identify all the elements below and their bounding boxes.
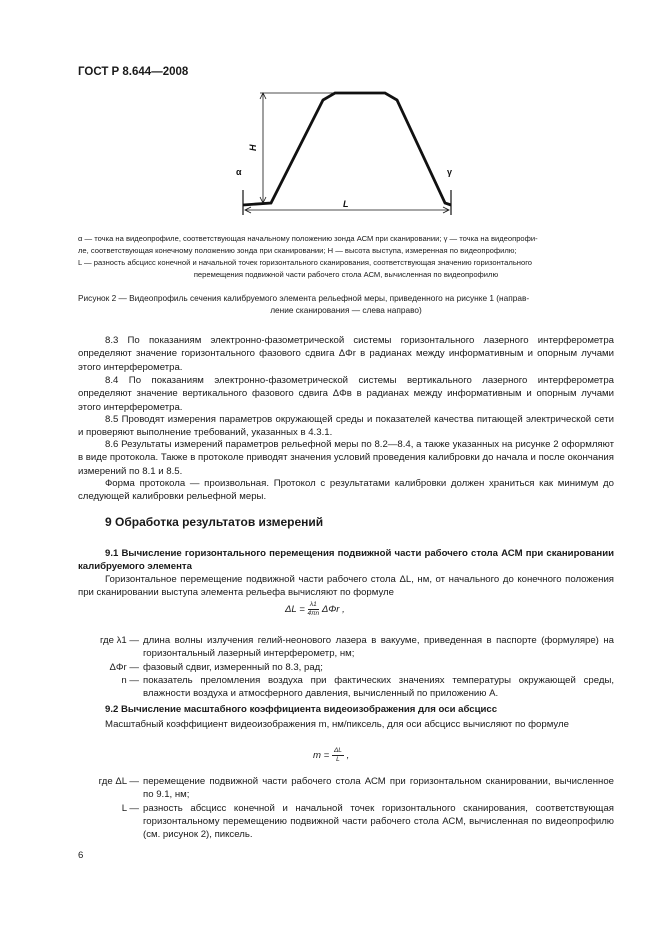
- formula-fraction: [308, 601, 320, 618]
- definition-item: [78, 661, 614, 674]
- l-label: L: [343, 199, 349, 209]
- section-9-2-text: Масштабный коэффициент видеоизображения m, нм/пиксель, для оси абсцисс вычисляют по формуле: [105, 719, 569, 730]
- formula-denominator: L: [336, 756, 340, 763]
- legend-line: L — разность абсцисс конечной и начальной точек горизонтального сканирования, соответствующая значению горизонтального: [78, 258, 533, 267]
- definition-desc: разность абсцисс конечной и начальной точек горизонтального сканирования, соответствующая горизонтальному перемещению подвижной части рабочего стола АСМ, вычисленная по видеопрофилю (см. рисунок 2), пиксель.: [143, 802, 614, 841]
- definition-term: ΔΦr —: [109, 661, 139, 673]
- formula-lhs: ΔL =: [285, 604, 305, 616]
- profile-line: [243, 93, 451, 205]
- legend-line: перемещения подвижной части рабочего стола АСМ, вычисленная по видеопрофилю: [193, 270, 499, 279]
- h-label: H: [248, 144, 258, 151]
- definition-desc: показатель преломления воздуха при фактических значениях температуры окружающей среды, влажности воздуха и атмосферного давления, вычисленный по приложению А.: [143, 674, 614, 700]
- section-9-2-title: 9.2 Вычисление масштабного коэффициента видеоизображения для оси абсцисс: [105, 704, 498, 715]
- definition-desc: перемещение подвижной части рабочего стола АСМ при горизонтальном сканировании, вычисленное по 9.1, нм;: [143, 776, 614, 801]
- legend-line: α — точка на видеопрофиле, соответствующая начальному положению зонда АСМ при сканировании; γ — точка на видеопрофи-: [78, 234, 538, 243]
- definition-term: где ΔL —: [98, 776, 139, 787]
- definition-item: [78, 674, 614, 701]
- section-9-title: 9 Обработка результатов измерений: [105, 515, 324, 529]
- definition-term: n —: [121, 674, 139, 686]
- definition-item: [78, 775, 614, 802]
- alpha-label: α: [236, 167, 242, 177]
- definition-desc: длина волны излучения гелий-неонового лазера в вакууме, приведенная в паспорте (формуляре) на горизонтальный лазерный интерферометр, нм;: [143, 635, 614, 660]
- formula-rhs: ,: [346, 750, 350, 762]
- legend-line: ле, соответствующая конечному положению зонда при сканировании; H — высота выступа, измеренная по видеопрофилю;: [78, 246, 517, 255]
- definition-desc: фазовый сдвиг, измеренный по 8.3, рад;: [143, 661, 323, 673]
- caption-line: Рисунок 2 — Видеопрофиль сечения калибруемого элемента рельефной меры, приведенного на рисунке 1 (направ-: [78, 293, 530, 303]
- page-number: 6: [78, 850, 84, 861]
- section-9-1-title: 9.1 Вычисление горизонтального перемещения подвижной части рабочего стола АСМ при сканировании калибруемого элемента: [78, 548, 614, 573]
- definition-item: [78, 802, 614, 842]
- formula-lhs: m =: [313, 750, 330, 762]
- paragraph-8-4: 8.4 По показаниям электронно-фазометрической системы вертикального лазерного интерферометра определяют значение вертикального фазового сдвига ΔΦв в радианах между информативным и опорным лучами этого интерферометра.: [78, 375, 614, 413]
- paragraph-8-3: 8.3 По показаниям электронно-фазометрической системы горизонтального лазерного интерферометра определяют значение горизонтального фазового сдвига ΔΦr в радианах между информативным и опорным лучами этого интерферометра.: [78, 335, 614, 373]
- definition-item: [78, 634, 614, 661]
- paragraph-protocol: Форма протокола — произвольная. Протокол с результатами калибровки должен храниться как минимум до следующей калибровки рельефной меры.: [78, 478, 614, 503]
- formula-fraction: [332, 747, 344, 764]
- formula-denominator: 4πn: [307, 610, 320, 617]
- figure-legend: [78, 233, 614, 281]
- formula-rhs: ΔΦr ,: [321, 604, 345, 616]
- paragraph-8-6: 8.6 Результаты измерений параметров рельефной меры по 8.2—8.4, а также указанных на рисунке 2 оформляют в виде протокола. Также в протоколе приводят значения условий проведения калибровки до начала и после окончания измерений по 8.1 и 8.5.: [78, 439, 614, 477]
- formula-delta-l: [285, 601, 345, 618]
- caption-line: ление сканирования — слева направо): [270, 305, 422, 315]
- paragraph-8-5: 8.5 Проводят измерения параметров окружающей среды и показателей качества питающей электрической сети и проверяют выполнение требований, указанных в 4.3.1.: [78, 414, 614, 439]
- definitions-1: [78, 634, 614, 700]
- section-9-1-text: Горизонтальное перемещение подвижной части рабочего стола ΔL, нм, от начального до конечного положения при сканировании выступа элемента рельефа вычисляют по формуле: [78, 574, 614, 599]
- profile-figure: [225, 85, 465, 220]
- formula-numerator: ΔL: [333, 747, 342, 754]
- formula-numerator: λ1: [308, 601, 320, 610]
- definition-term: где λ1 —: [99, 635, 139, 646]
- definitions-2: [78, 775, 614, 841]
- formula-m: [313, 747, 349, 764]
- standard-header: ГОСТ Р 8.644—2008: [78, 66, 189, 78]
- gamma-label: γ: [447, 167, 453, 177]
- definition-term: L —: [121, 802, 139, 814]
- figure-caption: [78, 292, 614, 316]
